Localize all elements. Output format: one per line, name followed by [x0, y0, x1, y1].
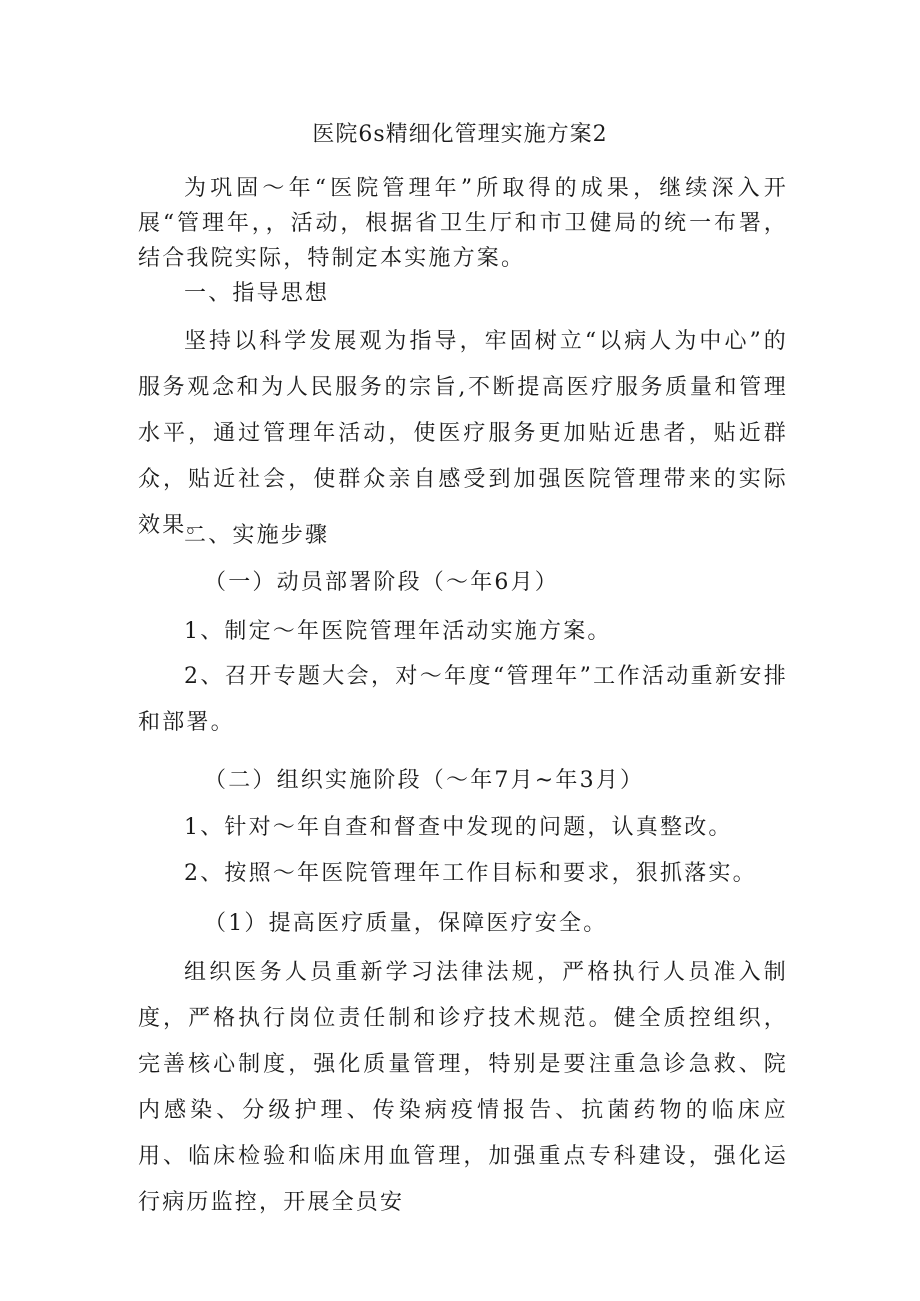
section-heading-guiding-ideology: 一、指导思想 [184, 281, 330, 306]
phase-heading-mobilization: （一）动员部署阶段（～年6月） [204, 570, 559, 595]
sub-heading-medical-quality: （1）提高医疗质量，保障医疗安全。 [204, 911, 608, 936]
document-title: 医院6s精细化管理实施方案2 [312, 122, 608, 147]
section-heading-implementation-steps: 二、实施步骤 [184, 523, 330, 548]
phase-heading-implementation: （二）组织实施阶段（～年7月~年3月） [204, 768, 645, 793]
list-item: 1、制定～年医院管理年活动实施方案。 [184, 619, 612, 644]
list-item: 2、按照～年医院管理年工作目标和要求，狠抓落实。 [184, 861, 757, 886]
medical-quality-paragraph: 组织医务人员重新学习法律法规，严格执行人员准入制度，严格执行岗位责任制和诊疗技术规范。健全质控组织，完善核心制度，强化质量管理，特别是要注重急诊急救、院内感染、分级护理、传染病疫情报告、抗菌药物的临床应用、临床检验和临床用血管理，加强重点专科建设，强化运行病历监控，开展全员安 [138, 960, 788, 1215]
list-item: 1、针对～年自查和督查中发现的问题，认真整改。 [184, 815, 733, 840]
list-item: 2、召开专题大会，对～年度“管理年”工作活动重新安排和部署。 [138, 664, 788, 735]
guiding-ideology-paragraph: 坚持以科学发展观为指导，牢固树立“以病人为中心”的服务观念和为人民服务的宗旨,不断提高医疗服务质量和管理水平，通过管理年活动，使医疗服务更加贴近患者，贴近群众，贴近社会，使群众亲自感受到加强医院管理带来的实际效果。 [138, 329, 788, 538]
intro-paragraph: 为巩固～年“医院管理年”所取得的成果，继续深入开展“管理年，，活动，根据省卫生厅和市卫健局的统一布署，结合我院实际，特制定本实施方案。 [138, 176, 788, 271]
